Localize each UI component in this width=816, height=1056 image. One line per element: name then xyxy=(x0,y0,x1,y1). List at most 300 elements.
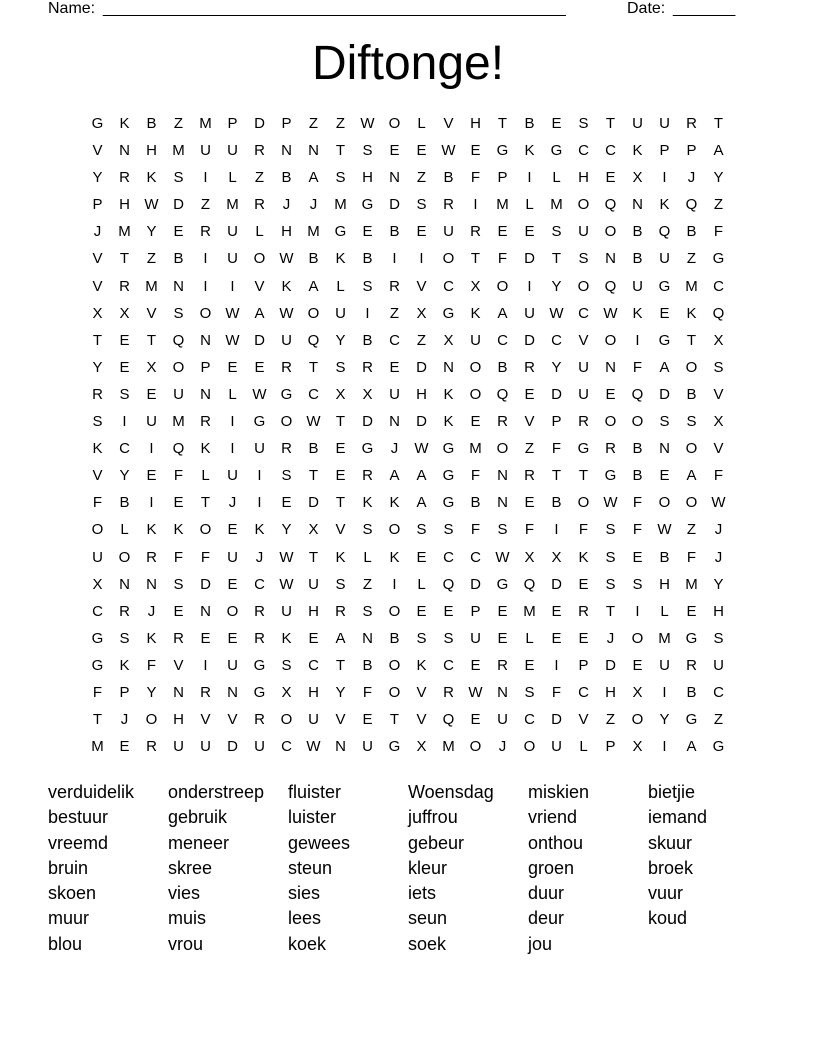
word-bank-item: gebruik xyxy=(168,807,228,828)
grid-letter: E xyxy=(524,656,535,674)
grid-letter: R xyxy=(119,602,130,620)
grid-letter: I xyxy=(257,467,262,485)
grid-letter: K xyxy=(443,413,454,431)
grid-letter: F xyxy=(200,548,211,566)
grid-letter: G xyxy=(91,656,104,674)
grid-letter: K xyxy=(335,250,346,268)
grid-letter: M xyxy=(199,115,212,132)
grid-letter: F xyxy=(632,358,643,376)
grid-letter: G xyxy=(496,575,509,593)
grid-letter: Q xyxy=(496,385,509,403)
grid-letter: G xyxy=(442,494,455,512)
grid-letter: Q xyxy=(172,440,185,458)
grid-letter: Y xyxy=(335,331,346,349)
grid-letter: X xyxy=(92,304,103,322)
grid-letter: E xyxy=(659,467,670,485)
grid-letter: V xyxy=(92,250,103,268)
grid-letter: U xyxy=(227,656,238,674)
grid-letter: P xyxy=(281,115,292,132)
grid-letter: T xyxy=(578,467,589,485)
grid-letter: G xyxy=(91,115,104,132)
grid-letter: E xyxy=(173,602,184,620)
grid-letter: O xyxy=(199,304,212,322)
grid-letter: O xyxy=(280,711,293,729)
grid-letter: E xyxy=(416,548,427,566)
grid-letter: R xyxy=(605,440,616,458)
grid-letter: T xyxy=(335,413,346,431)
grid-letter: K xyxy=(470,304,481,322)
grid-letter: F xyxy=(470,521,481,539)
grid-letter: R xyxy=(686,656,697,674)
grid-letter: R xyxy=(119,277,130,295)
grid-letter: S xyxy=(443,629,454,647)
grid-letter: K xyxy=(686,304,697,322)
grid-letter: S xyxy=(497,521,508,539)
grid-letter: O xyxy=(631,413,644,431)
grid-letter: I xyxy=(392,575,397,593)
grid-letter: M xyxy=(118,223,131,241)
grid-letter: A xyxy=(686,467,697,485)
grid-letter: U xyxy=(470,331,481,349)
grid-letter: T xyxy=(119,250,130,268)
grid-letter: U xyxy=(173,738,184,756)
grid-letter: Z xyxy=(362,575,373,593)
word-bank-item: vuur xyxy=(648,883,684,904)
grid-letter: U xyxy=(524,304,535,322)
grid-letter: B xyxy=(551,494,562,512)
grid-letter: P xyxy=(497,169,508,187)
grid-letter: X xyxy=(632,169,643,187)
grid-letter: U xyxy=(443,223,454,241)
grid-letter: A xyxy=(659,358,670,376)
grid-letter: I xyxy=(365,304,370,322)
grid-letter: G xyxy=(253,413,266,431)
grid-letter: I xyxy=(392,250,397,268)
grid-letter: V xyxy=(578,331,589,349)
grid-letter: X xyxy=(362,385,373,403)
grid-letter: X xyxy=(416,738,427,756)
grid-letter: W xyxy=(549,304,564,322)
grid-letter: M xyxy=(91,738,104,756)
word-bank-item: juffrou xyxy=(408,807,458,828)
grid-letter: K xyxy=(362,494,373,512)
grid-letter: Z xyxy=(389,304,400,322)
grid-letter: B xyxy=(632,467,643,485)
grid-letter: K xyxy=(92,440,103,458)
grid-letter: V xyxy=(524,413,535,431)
grid-letter: R xyxy=(578,602,589,620)
grid-letter: U xyxy=(578,385,589,403)
grid-letter: Y xyxy=(119,467,130,485)
grid-letter: F xyxy=(173,467,184,485)
grid-letter: F xyxy=(92,494,103,512)
grid-letter: Z xyxy=(308,115,319,132)
date-line: _______ xyxy=(673,0,736,17)
grid-letter: Q xyxy=(658,223,671,241)
grid-letter: O xyxy=(604,331,617,349)
grid-letter: E xyxy=(362,223,373,241)
grid-letter: S xyxy=(362,142,373,160)
word-bank-item: bruin xyxy=(48,857,89,878)
grid-letter: O xyxy=(631,711,644,729)
grid-letter: K xyxy=(389,548,400,566)
grid-letter: B xyxy=(362,331,373,349)
grid-letter: R xyxy=(362,467,373,485)
grid-letter: D xyxy=(605,656,616,674)
grid-letter: M xyxy=(469,440,482,458)
grid-letter: H xyxy=(308,602,319,620)
grid-letter: O xyxy=(604,223,617,241)
grid-letter: M xyxy=(226,196,239,214)
grid-letter: M xyxy=(685,277,698,295)
grid-letter: N xyxy=(335,738,346,756)
grid-letter: S xyxy=(362,277,373,295)
grid-letter: A xyxy=(389,467,400,485)
grid-letter: R xyxy=(281,358,292,376)
grid-letter: T xyxy=(92,711,103,729)
grid-letter: P xyxy=(92,196,103,214)
grid-letter: B xyxy=(659,548,670,566)
grid-letter: P xyxy=(686,142,697,160)
grid-letter: H xyxy=(308,683,319,701)
grid-letter: T xyxy=(605,602,616,620)
letter-grid xyxy=(84,110,732,760)
grid-letter: D xyxy=(227,738,238,756)
grid-letter: F xyxy=(632,494,643,512)
name-line: ____________________________________________________ xyxy=(103,0,566,17)
grid-letter: O xyxy=(685,358,698,376)
grid-letter: I xyxy=(149,494,154,512)
grid-letter: Z xyxy=(686,521,697,539)
grid-letter: U xyxy=(713,656,724,674)
grid-letter: U xyxy=(308,575,319,593)
word-bank-item: luister xyxy=(288,807,337,828)
grid-letter: B xyxy=(119,494,130,512)
grid-letter: W xyxy=(360,115,375,132)
grid-letter: K xyxy=(281,277,292,295)
grid-letter: A xyxy=(254,304,265,322)
grid-letter: M xyxy=(685,575,698,593)
word-bank-item: broek xyxy=(648,857,694,878)
grid-letter: I xyxy=(662,683,667,701)
grid-letter: I xyxy=(635,331,640,349)
grid-letter: X xyxy=(632,683,643,701)
grid-letter: E xyxy=(416,142,427,160)
grid-letter: G xyxy=(253,683,266,701)
grid-letter: N xyxy=(173,277,184,295)
grid-letter: E xyxy=(227,358,238,376)
grid-letter: L xyxy=(228,385,237,403)
grid-letter: E xyxy=(497,602,508,620)
grid-letter: N xyxy=(443,358,454,376)
word-bank-item: vies xyxy=(168,883,201,904)
grid-letter: I xyxy=(203,169,208,187)
grid-letter: E xyxy=(389,358,400,376)
word-bank-item: vreemd xyxy=(48,832,109,853)
grid-letter: H xyxy=(119,196,130,214)
grid-letter: S xyxy=(281,656,292,674)
word-bank-item: seun xyxy=(408,908,448,929)
grid-letter: Z xyxy=(200,196,211,214)
grid-letter: E xyxy=(632,656,643,674)
grid-letter: T xyxy=(605,115,616,132)
grid-letter: G xyxy=(685,711,698,729)
grid-letter: J xyxy=(120,711,129,729)
grid-letter: E xyxy=(146,385,157,403)
word-bank-item: bietjie xyxy=(648,782,696,802)
grid-letter: Z xyxy=(335,115,346,132)
grid-letter: A xyxy=(416,467,427,485)
grid-letter: W xyxy=(225,304,240,322)
grid-letter: N xyxy=(389,413,400,431)
grid-letter: B xyxy=(308,440,319,458)
word-bank-item: deur xyxy=(528,908,565,929)
grid-letter: B xyxy=(632,440,643,458)
word-bank-item: vrou xyxy=(168,933,204,954)
grid-letter: X xyxy=(146,358,157,376)
grid-letter: I xyxy=(203,277,208,295)
word-bank-item: jou xyxy=(528,933,553,954)
word-bank-item: duur xyxy=(528,883,565,904)
grid-letter: X xyxy=(416,304,427,322)
word-bank-item: lees xyxy=(288,908,322,929)
grid-letter: C xyxy=(497,331,508,349)
grid-letter: B xyxy=(281,169,292,187)
grid-letter: U xyxy=(92,548,103,566)
grid-letter: L xyxy=(525,629,534,647)
grid-letter: G xyxy=(712,738,725,756)
grid-letter: T xyxy=(200,494,211,512)
word-bank-item: fluister xyxy=(288,782,342,802)
grid-letter: T xyxy=(497,115,508,132)
grid-letter: E xyxy=(551,602,562,620)
grid-letter: M xyxy=(307,223,320,241)
grid-letter: A xyxy=(713,142,724,160)
grid-letter: D xyxy=(308,494,319,512)
grid-letter: Z xyxy=(416,169,427,187)
grid-letter: H xyxy=(605,683,616,701)
grid-letter: W xyxy=(252,385,267,403)
grid-letter: S xyxy=(416,196,427,214)
grid-letter: D xyxy=(551,711,562,729)
grid-letter: S xyxy=(173,169,184,187)
grid-letter: U xyxy=(551,738,562,756)
grid-letter: F xyxy=(524,521,535,539)
grid-letter: E xyxy=(605,169,616,187)
grid-letter: R xyxy=(146,738,157,756)
grid-letter: I xyxy=(257,494,262,512)
word-bank-item: iets xyxy=(408,883,437,904)
grid-letter: P xyxy=(227,115,238,132)
grid-letter: D xyxy=(362,413,373,431)
grid-letter: W xyxy=(657,521,672,539)
grid-letter: E xyxy=(173,223,184,241)
grid-letter: V xyxy=(92,142,103,160)
grid-letter: M xyxy=(145,277,158,295)
grid-letter: P xyxy=(470,602,481,620)
grid-letter: W xyxy=(711,494,726,512)
grid-letter: I xyxy=(230,277,235,295)
grid-letter: N xyxy=(119,575,130,593)
grid-letter: Q xyxy=(712,304,725,322)
grid-letter: I xyxy=(635,602,640,620)
grid-letter: U xyxy=(335,304,346,322)
grid-letter: J xyxy=(147,602,156,620)
grid-letter: U xyxy=(200,142,211,160)
grid-letter: W xyxy=(279,304,294,322)
grid-letter: T xyxy=(335,656,346,674)
grid-letter: E xyxy=(659,304,670,322)
grid-letter: B xyxy=(632,223,643,241)
word-bank-item: steun xyxy=(288,857,333,878)
grid-letter: C xyxy=(713,277,724,295)
grid-letter: N xyxy=(497,683,508,701)
grid-letter: U xyxy=(227,250,238,268)
grid-letter: E xyxy=(524,494,535,512)
grid-letter: B xyxy=(173,250,184,268)
grid-letter: E xyxy=(254,358,265,376)
grid-letter: C xyxy=(254,575,265,593)
grid-letter: Z xyxy=(605,711,616,729)
grid-letter: J xyxy=(390,440,399,458)
grid-letter: R xyxy=(443,196,454,214)
grid-letter: R xyxy=(173,629,184,647)
word-bank-item: skoen xyxy=(48,883,97,904)
word-bank-item: miskien xyxy=(528,782,590,802)
grid-letter: T xyxy=(335,494,346,512)
grid-letter: R xyxy=(200,413,211,431)
grid-letter: O xyxy=(388,115,401,132)
grid-letter: W xyxy=(441,142,456,160)
grid-letter: Z xyxy=(254,169,265,187)
grid-letter: S xyxy=(281,467,292,485)
grid-letter: E xyxy=(227,629,238,647)
grid-letter: Z xyxy=(416,331,427,349)
grid-letter: Y xyxy=(92,169,103,187)
grid-letter: E xyxy=(362,711,373,729)
grid-letter: N xyxy=(200,331,211,349)
grid-letter: Z xyxy=(173,115,184,132)
grid-letter: Y xyxy=(659,711,670,729)
grid-letter: X xyxy=(524,548,535,566)
word-bank-item: blou xyxy=(48,933,83,954)
grid-letter: M xyxy=(523,602,536,620)
grid-letter: U xyxy=(146,413,157,431)
grid-letter: G xyxy=(361,440,374,458)
grid-letter: F xyxy=(551,440,562,458)
grid-letter: S xyxy=(416,521,427,539)
grid-letter: J xyxy=(606,629,615,647)
grid-letter: Q xyxy=(172,331,185,349)
grid-letter: A xyxy=(497,304,508,322)
grid-letter: U xyxy=(632,115,643,132)
word-bank-item: muur xyxy=(48,908,90,929)
grid-letter: O xyxy=(658,494,671,512)
grid-letter: S xyxy=(443,521,454,539)
grid-letter: E xyxy=(524,223,535,241)
grid-letter: N xyxy=(659,440,670,458)
grid-letter: L xyxy=(552,169,561,187)
grid-letter: K xyxy=(632,142,643,160)
grid-letter: T xyxy=(470,250,481,268)
grid-letter: I xyxy=(662,738,667,756)
grid-letter: H xyxy=(416,385,427,403)
grid-letter: H xyxy=(281,223,292,241)
grid-letter: N xyxy=(308,142,319,160)
grid-letter: N xyxy=(362,629,373,647)
grid-letter: U xyxy=(659,115,670,132)
grid-letter: I xyxy=(662,169,667,187)
grid-letter: K xyxy=(443,385,454,403)
grid-letter: I xyxy=(554,521,559,539)
grid-letter: J xyxy=(309,196,318,214)
grid-letter: V xyxy=(200,711,211,729)
grid-letter: E xyxy=(497,629,508,647)
grid-letter: C xyxy=(524,711,535,729)
grid-letter: G xyxy=(577,440,590,458)
grid-letter: K xyxy=(146,169,157,187)
name-label: Name: xyxy=(48,0,96,17)
header xyxy=(48,0,748,21)
grid-letter: O xyxy=(469,385,482,403)
grid-letter: S xyxy=(632,575,643,593)
grid-letter: J xyxy=(93,223,102,241)
grid-letter: N xyxy=(173,683,184,701)
grid-letter: J xyxy=(282,196,291,214)
grid-letter: X xyxy=(281,683,292,701)
grid-letter: P xyxy=(200,358,211,376)
grid-letter: S xyxy=(173,575,184,593)
grid-letter: S xyxy=(524,683,535,701)
grid-letter: V xyxy=(92,467,103,485)
grid-letter: X xyxy=(713,331,724,349)
grid-letter: X xyxy=(92,575,103,593)
grid-letter: B xyxy=(146,115,157,132)
grid-letter: G xyxy=(712,250,725,268)
grid-letter: O xyxy=(91,521,104,539)
grid-letter: P xyxy=(578,656,589,674)
grid-letter: T xyxy=(713,115,724,132)
grid-letter: M xyxy=(442,738,455,756)
grid-letter: B xyxy=(362,656,373,674)
grid-letter: D xyxy=(389,196,400,214)
word-bank-item: verduidelik xyxy=(48,782,135,802)
grid-letter: O xyxy=(604,413,617,431)
word-bank-item: Woensdag xyxy=(408,782,494,802)
grid-letter: L xyxy=(255,223,264,241)
grid-letter: I xyxy=(203,656,208,674)
grid-letter: K xyxy=(416,656,427,674)
grid-letter: S xyxy=(605,575,616,593)
grid-letter: E xyxy=(173,494,184,512)
grid-letter: U xyxy=(200,738,211,756)
word-bank-item: meneer xyxy=(168,832,230,853)
grid-letter: E xyxy=(416,223,427,241)
grid-letter: O xyxy=(388,521,401,539)
word-bank-item: skree xyxy=(168,857,213,878)
grid-letter: F xyxy=(362,683,373,701)
grid-letter: A xyxy=(308,277,319,295)
grid-letter: S xyxy=(578,115,589,132)
grid-letter: Q xyxy=(442,575,455,593)
word-bank-item: onderstreep xyxy=(168,782,265,802)
grid-letter: O xyxy=(199,521,212,539)
grid-letter: V xyxy=(92,277,103,295)
grid-letter: B xyxy=(632,250,643,268)
grid-letter: E xyxy=(497,223,508,241)
grid-letter: K xyxy=(173,521,184,539)
word-bank-item: koud xyxy=(648,908,688,929)
